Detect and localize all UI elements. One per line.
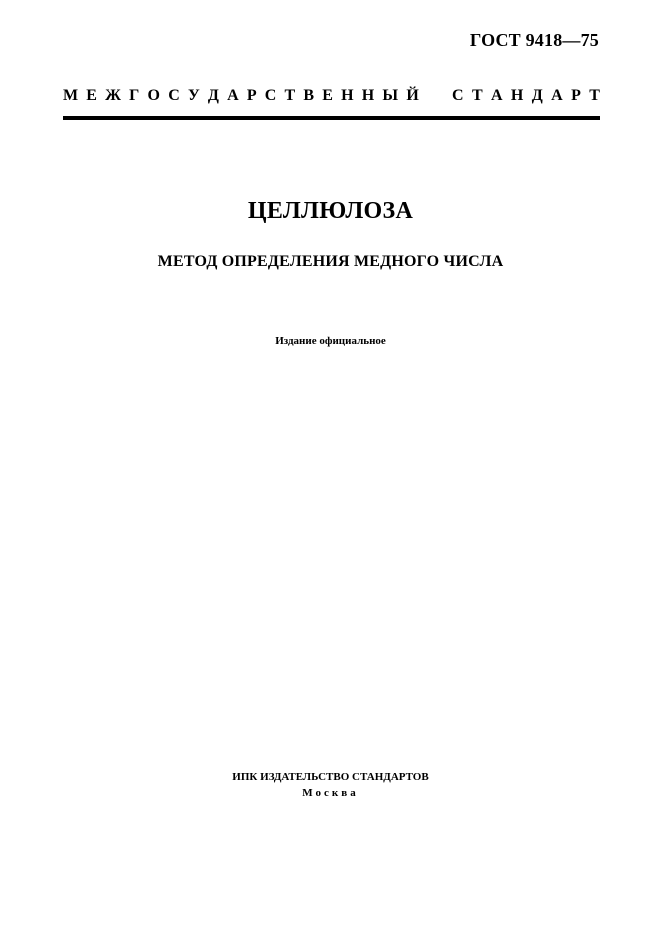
standard-type-word-standard: С Т А Н Д А Р Т xyxy=(452,87,600,104)
document-title: ЦЕЛЛЮЛОЗА xyxy=(247,198,414,224)
publisher-city: Москва xyxy=(302,787,359,799)
standard-number: ГОСТ 9418—75 xyxy=(469,30,599,50)
standard-type-heading xyxy=(63,86,600,106)
document-subtitle: МЕТОД ОПРЕДЕЛЕНИЯ МЕДНОГО ЧИСЛА xyxy=(157,253,504,270)
publisher-name: ИПК ИЗДАТЕЛЬСТВО СТАНДАРТОВ xyxy=(232,771,429,783)
header-divider-rule xyxy=(63,116,600,120)
edition-note: Издание официальное xyxy=(275,335,386,347)
standard-type-word-interstate: М Е Ж Г О С У Д А Р С Т В Е Н Н Ы Й xyxy=(63,87,419,104)
